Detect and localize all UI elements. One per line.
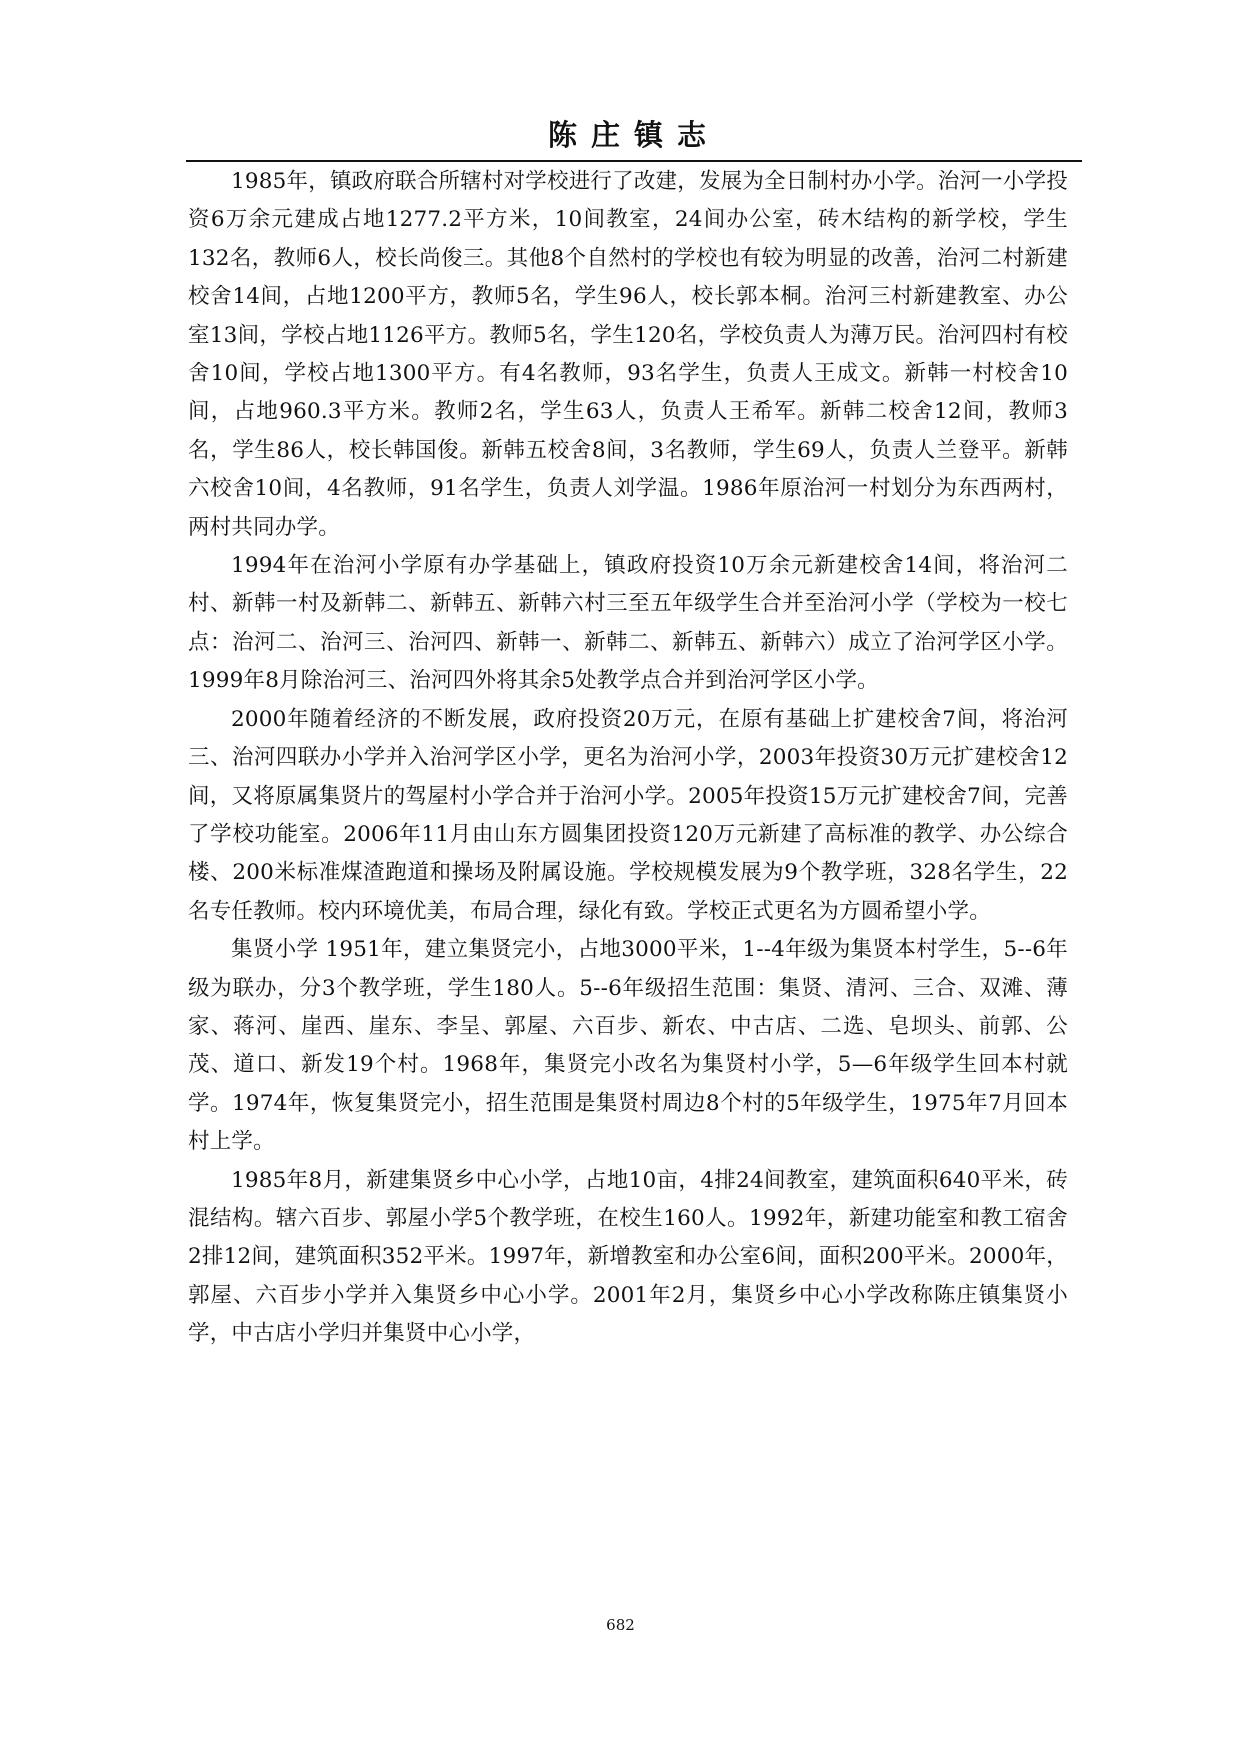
paragraph-jixian-1951: 集贤小学 1951年，建立集贤完小，占地3000平米，1--4年级为集贤本村学生，5--6年级为联办，分3个教学班，学生180人。5--6年级招生范围：集贤、清河、三合、双滩、薄家、蒋河、崖西、崖东、李呈、郭屋、六百步、新农、中古店、二选、皂坝头、前郭、公茂、道口、新发19个村。1968年，集贤完小改名为集贤村小学，5—6年级学生回本村就学。1974年，恢复集贤完小，招生范围是集贤村周边8个村的5年级学生，1975年7月回本村上学。 (188, 937, 1068, 1155)
page-number: 682 (606, 1616, 635, 1634)
body-text (188, 163, 1068, 1354)
paragraph-zhihe-2000: 2000年随着经济的不断发展，政府投资20万元，在原有基础上扩建校舍7间，将治河三、治河四联办小学并入治河学区小学，更名为治河小学，2003年投资30万元扩建校舍12间，又将原属集贤片的驾屋村小学合并于治河小学。2005年投资15万元扩建校舍7间，完善了学校功能室。2006年11月由山东方圆集团投资120万元新建了高标准的教学、办公综合楼、200米标准煤渣跑道和操场及附属设施。学校规模发展为9个教学班，328名学生，22名专任教师。校内环境优美，布局合理，绿化有致。学校正式更名为方圆希望小学。 (188, 706, 1068, 924)
paragraph-zhihe-1994: 1994年在治河小学原有办学基础上，镇政府投资10万余元新建校舍14间，将治河二村、新韩一村及新韩二、新韩五、新韩六村三至五年级学生合并至治河小学（学校为一校七点：治河二、治河三、治河四、新韩一、新韩二、新韩五、新韩六）成立了治河学区小学。1999年8月除治河三、治河四外将其余5处教学点合并到治河学区小学。 (188, 553, 1068, 694)
paragraph-jixian-1985: 1985年8月，新建集贤乡中心小学，占地10亩，4排24间教室，建筑面积640平米，砖混结构。辖六百步、郭屋小学5个教学班，在校生160人。1992年，新建功能室和教工宿舍2排12间，建筑面积352平米。1997年，新增教室和办公室6间，面积200平米。2000年，郭屋、六百步小学并入集贤乡中心小学。2001年2月，集贤乡中心小学改称陈庄镇集贤小学，中古店小学归并集贤中心小学， (188, 1167, 1068, 1347)
page-header (186, 112, 1082, 162)
page-title: 陈庄镇志 (547, 118, 720, 152)
paragraph-zhihe-1985: 1985年，镇政府联合所辖村对学校进行了改建，发展为全日制村办小学。治河一小学投资6万余元建成占地1277.2平方米，10间教室，24间办公室，砖木结构的新学校，学生132名，教师6人，校长尚俊三。其他8个自然村的学校也有较为明显的改善，治河二村新建校舍14间，占地1200平方，教师5名，学生96人，校长郭本桐。治河三村新建教室、办公室13间，学校占地1126平方。教师5名，学生120名，学校负责人为薄万民。治河四村有校舍10间，学校占地1300平方。有4名教师，93名学生，负责人王成文。新韩一村校舍10间，占地960.3平方米。教师2名，学生63人，负责人王希军。新韩二校舍12间，教师3名，学生86人，校长韩国俊。新韩五校舍8间，3名教师，学生69人，负责人兰登平。新韩六校舍10间，4名教师，91名学生，负责人刘学温。1986年原治河一村划分为东西两村，两村共同办学。 (188, 169, 1068, 540)
